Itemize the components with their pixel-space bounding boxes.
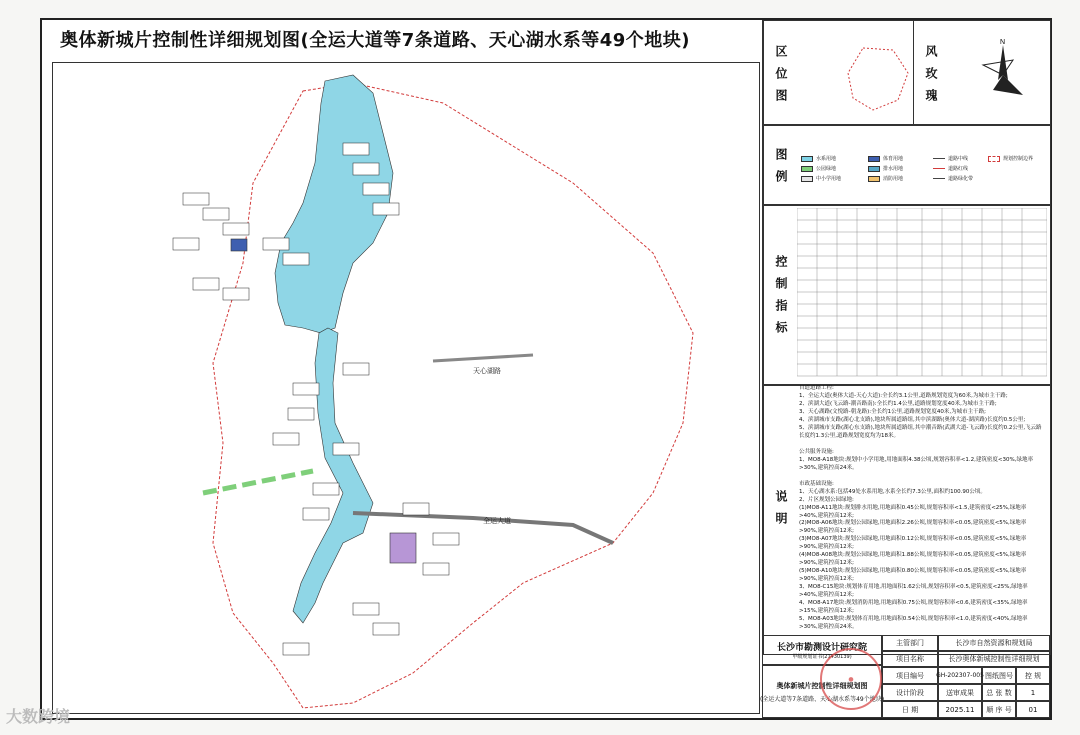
notes-text: 自道道路工程: 1、全运大道(奥体大道-天心大道):全长约3.1公里,道路规划宽度为60米,为城市主干路; 2、滨湖大道(飞云路-潮音路南):全长约1.4公里,道路规划宽度40米,为城市主干路; 3、天心湖路(文悦路-朝龙路):全长约1公里,道路规划宽度40米,为城市主干路; 4、滨湖城市支路(湖心北支路),地块所属道路组,其中滨湖路(奥体大道-湖滨路)长度约0.5公里; 5、滨湖城市支路(湖心东支路),地块所属道路组,其中潮音路(武湖大道-飞云路)长度约0.2公里,飞云路长度约1.3公里,道路规划宽度均为18米。 公共服务设施: 1、MO8-A18地块:规划中小学用地,用地面积4.38公顷,规划容积率<1.2,建筑密度<30%,绿地率>30%,建筑控高24米。 市政基础设施: 1、天心湖水系:包括49处水系用地,水系全长约7.3公里,面积约100.90公顷。 2、片区规划公园绿地: (1)MO8-A11地块:规划排水用地,用地面积0.45公顷,规划容积率<1.5,建筑密度<25%,绿地率>40%,建筑控高12米; (2)MO8-A06地块:规划公园绿地,用地面积2.26公顷,规划容积率<0.05,建筑密度<5%,绿地率>90%,建筑控高12米; (3)MO8-A07地块:规划公园绿地,用地面积0.12公顷,规划容积率<0.05,建筑密度<5%,绿地率>90%,建筑控高12米; (4)MO8-A08地块:规划公园绿地,用地面积1.88公顷,规划容积率<0.05,建筑密度<5%,绿地率>90%,建筑控高12米; (5)MO8-A10地块:规划公园绿地,用地面积0.80公顷,规划容积率<0.05,建筑密度<5%,绿地率>90%,建筑控高12米; 3、MO8-C15地块:规划体育用地,用地面积1.62公顷,规划容积率<0.5,建筑密度<25%,绿地率>40%,建筑控高12米; 4、MO8-A17地块:规划消防用地,用地面积0.75公顷,规划容积率<0.6,建筑密度<35%,绿地率>15%,建筑控高12米; 5、MO8-A03地块:规划体育用地,用地面积0.54公顷,规划容积率<1.0,建筑密度<40%,绿地率>30%,建筑控高24米。 <box>799 385 1042 631</box>
wind-rose-icon <box>963 35 1043 115</box>
quanyun-road-label: 全运大道 <box>483 518 511 525</box>
centerline-icon <box>933 158 945 159</box>
fire-swatch-icon <box>868 176 880 182</box>
right-panel <box>759 20 1050 718</box>
official-seal: ● <box>820 648 882 710</box>
row-value: 2025.11 <box>938 701 982 718</box>
sports-swatch-icon <box>868 156 880 162</box>
redline-icon <box>933 168 945 169</box>
qualification: 甲级规划证书(21430139) <box>792 654 852 660</box>
row-value: 送审成果 <box>938 684 982 701</box>
location-label: 区位图 <box>774 45 788 111</box>
drawing-subtitle: (全运大道等7条道路、天心湖水系等49个地块) <box>759 695 885 703</box>
planning-boundary <box>213 83 693 708</box>
location-map-icon <box>833 38 923 118</box>
watermark: 大数跨境 <box>6 707 71 726</box>
row-value2: 01 <box>1016 701 1050 718</box>
school-land <box>231 239 247 251</box>
water-swatch-icon <box>801 156 813 162</box>
row-value2: 1 <box>1016 684 1050 701</box>
wind-label: 风玫瑰 <box>924 45 938 111</box>
notes-label: 说明 <box>774 490 788 534</box>
legend-item: 道路红线 <box>933 165 968 172</box>
indicator-table <box>797 208 1047 383</box>
map-drawing <box>53 63 760 714</box>
row-label2: 总 张 数 <box>982 684 1016 701</box>
legend-item: 公园绿地 <box>801 165 836 172</box>
row-value: 长沙奥体新城控制性详细规划 <box>938 651 1050 667</box>
institute-name: 长沙市勘测设计研究院 <box>776 643 867 653</box>
legend-item: 排水用地 <box>868 165 903 172</box>
row-value2: 控 规 <box>1016 667 1050 684</box>
row-value: 长沙市自然资源和规划局 <box>938 635 1050 651</box>
park-swatch-icon <box>801 166 813 172</box>
greenbelt-icon <box>933 178 945 179</box>
drawing-name: 奥体新城片控制性详细规划图 <box>776 681 868 690</box>
row-label: 项目名称 <box>882 651 938 667</box>
legend-item: 消防用地 <box>868 175 903 182</box>
indicators-label: 控制指标 <box>774 255 788 343</box>
row-label: 设计阶段 <box>882 684 938 701</box>
row-label2: 图纸图号 <box>982 667 1016 684</box>
school-swatch-icon <box>801 176 813 182</box>
row-value: GH-202307-005 <box>938 667 982 684</box>
row-label: 项目编号 <box>882 667 938 684</box>
lake-road <box>433 355 533 361</box>
legend-item: 体育用地 <box>868 155 903 162</box>
svg-text:N: N <box>1000 39 1006 46</box>
row-label: 主管部门 <box>882 635 938 651</box>
legend-item: 中小学用地 <box>801 175 841 182</box>
boundary-icon <box>988 156 1000 162</box>
legend-item: 道路中线 <box>933 155 968 162</box>
drainage-swatch-icon <box>868 166 880 172</box>
legend-item: 道路绿化带 <box>933 175 973 182</box>
page-title: 奥体新城片控制性详细规划图(全运大道等7条道路、天心湖水系等49个地块) <box>60 30 691 51</box>
sports-land <box>390 533 416 563</box>
legend-item: 规划控制边界 <box>988 155 1033 162</box>
legend-label: 图例 <box>774 148 788 192</box>
lake-road-label: 天心湖路 <box>473 368 501 375</box>
plan-map <box>52 62 760 714</box>
row-label2: 顺 序 号 <box>982 701 1016 718</box>
legend-item: 水系用地 <box>801 155 836 162</box>
row-label: 日 期 <box>882 701 938 718</box>
